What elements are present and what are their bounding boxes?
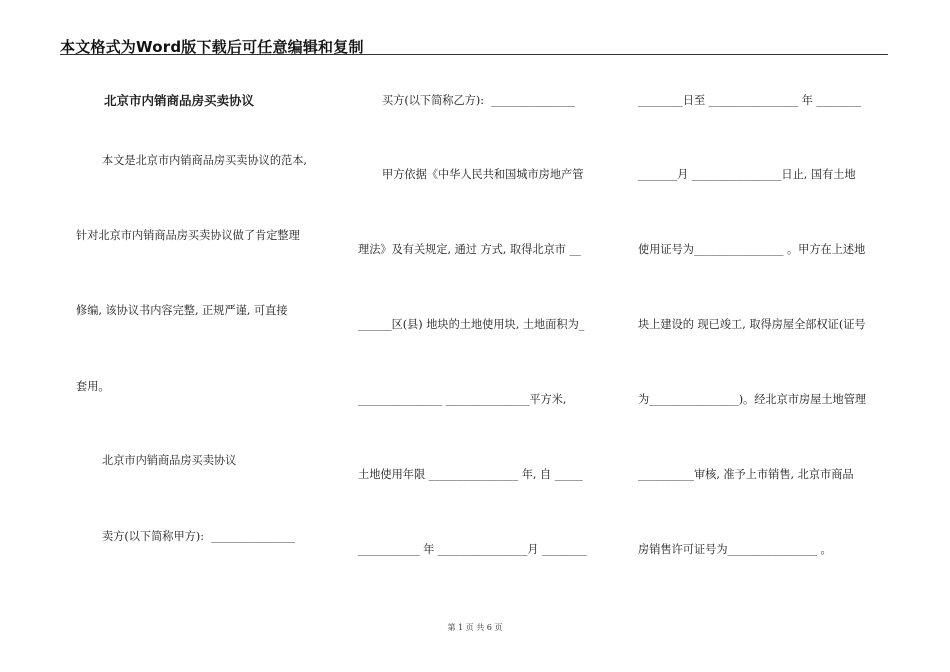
- paragraph-line: 为________________)。经北京市房屋土地管理: [638, 393, 867, 406]
- paragraph-line: ___________ 年 ________________月 ________: [358, 543, 587, 556]
- paragraph-line: 房销售许可证号为________________ 。: [638, 543, 832, 556]
- paragraph-line: __________审核, 准予上市销售, 北京市商品: [638, 468, 854, 481]
- paragraph-line: ______区(县) 地块的土地使用块, 土地面积为_: [358, 318, 585, 331]
- buyer-line: 买方(以下简称乙方): _______________: [382, 94, 576, 107]
- paragraph-line: 本文是北京市内销商品房买卖协议的范本,: [102, 154, 307, 167]
- page-header: 本文格式为Word版下载后可任意编辑和复制: [60, 38, 364, 56]
- section-heading: 北京市内销商品房买卖协议: [102, 454, 237, 467]
- seller-line: 卖方(以下简称甲方): _______________: [102, 530, 296, 543]
- paragraph-line: 套用。: [76, 380, 110, 393]
- page-number: 第 1 页 共 6 页: [447, 623, 503, 632]
- paragraph-line: 理法》及有关规定, 通过 方式, 取得北京市 __: [358, 243, 581, 256]
- paragraph-line: _______________ _______________平方米,: [358, 393, 567, 406]
- paragraph-line: 针对北京市内销商品房买卖协议做了肯定整理: [76, 229, 300, 242]
- paragraph-line: 使用证号为________________ 。甲方在上述地: [638, 243, 866, 256]
- paragraph-line: 土地使用年限 ________________ 年, 自 _____: [358, 468, 583, 481]
- paragraph-line: 甲方依据《中华人民共和国城市房地产管: [382, 168, 584, 181]
- document-title: 北京市内销商品房买卖协议: [104, 93, 255, 108]
- paragraph-line: 修编, 该协议书内容完整, 正规严谨, 可直接: [76, 304, 288, 317]
- header-divider: [60, 54, 888, 55]
- paragraph-line: ________日至 ________________ 年 ________: [638, 94, 862, 107]
- paragraph-line: _______月 ________________日止, 国有土地: [638, 168, 856, 181]
- paragraph-line: 块上建设的 现已竣工, 取得房屋全部权证(证号: [638, 318, 866, 331]
